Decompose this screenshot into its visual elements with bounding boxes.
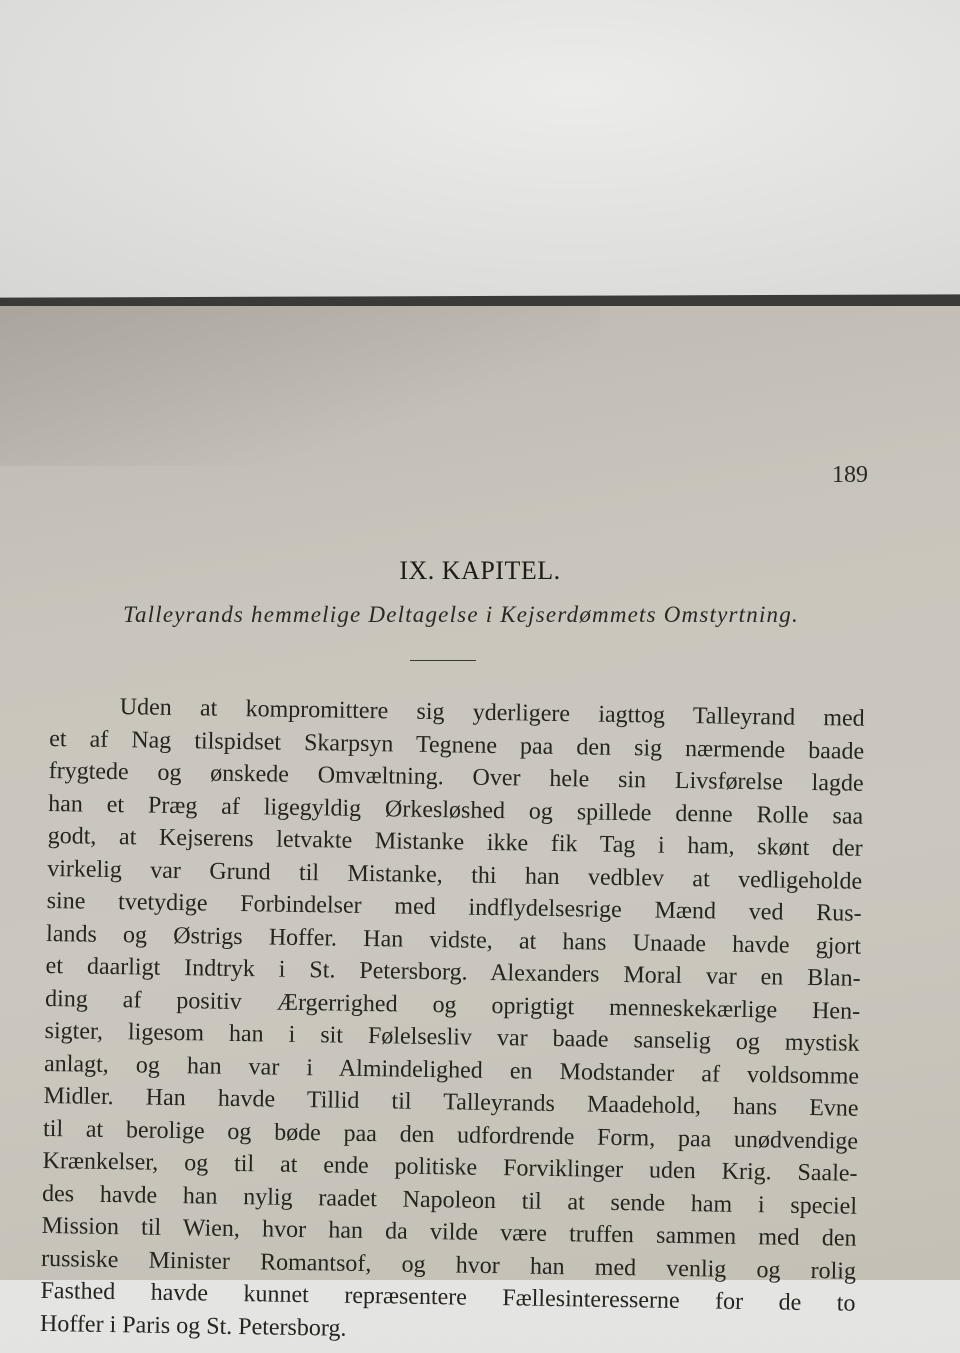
body-line: russiske Minister Romantsof, og hvor han med venlig og rolig (40, 1245, 857, 1285)
body-line: Krænkelser, og til at ende politiske Forviklinger uden Krig. Saale- (42, 1147, 858, 1187)
body-line: Hoffer i Paris og St. Petersborg. (39, 1310, 347, 1342)
body-line: et daarligt Indtryk i St. Petersborg. Alexanders Moral var en Blan- (45, 952, 861, 992)
body-line: et af Nag tilspidset Skarpsyn Tegnene paa den sig nærmende baade (49, 725, 865, 765)
divider-rule (410, 660, 476, 661)
body-line: sigter, ligesom han i sit Følelsesliv var baade sanselig og mystisk (44, 1017, 860, 1057)
body-line: han et Præg af ligegyldig Ørkesløshed og spillede denne Rolle saa (48, 790, 864, 830)
body-line: til at berolige og bøde paa den udfordrende Form, paa unødvendige (42, 1115, 859, 1155)
body-line: Fasthed havde kunnet repræsentere Fællesinteresserne for de to (40, 1277, 856, 1317)
chapter-heading: IX. KAPITEL. (399, 556, 561, 585)
body-line: Uden at kompromittere sig yderligere iagttog Talleyrand med (119, 694, 865, 732)
body-line: Midler. Han havde Tillid til Talleyrands Maadehold, hans Evne (43, 1082, 859, 1122)
body-text (40, 690, 865, 1353)
page-shadow (0, 306, 600, 466)
page-number: 189 (832, 462, 868, 488)
body-line: lands og Østrigs Hoffer. Han vidste, at hans Unaade havde gjort (45, 920, 862, 960)
wall-background (0, 0, 960, 300)
chapter-subtitle: Talleyrands hemmelige Deltagelse i Kejserdømmets Omstyrtning. (123, 602, 799, 627)
body-line: des havde han nylig raadet Napoleon til at sende ham i speciel (41, 1180, 858, 1220)
body-line: ding af positiv Ærgerrighed og oprigtigt menneskekærlige Hen- (44, 985, 861, 1025)
body-line: anlagt, og han var i Almindelighed en Modstander af voldsomme (43, 1050, 860, 1090)
body-line: sine tvetydige Forbindelser med indflydelsesrige Mænd ved Rus- (46, 887, 862, 927)
body-line: virkelig var Grund til Mistanke, thi han vedblev at vedligeholde (46, 855, 863, 895)
body-line: godt, at Kejserens letvakte Mistanke ikke fik Tag i ham, skønt der (47, 822, 863, 862)
body-line: Mission til Wien, hvor han da vilde være truffen sammen med den (41, 1212, 857, 1252)
body-line: frygtede og ønskede Omvæltning. Over hele sin Livsførelse lagde (48, 757, 864, 797)
